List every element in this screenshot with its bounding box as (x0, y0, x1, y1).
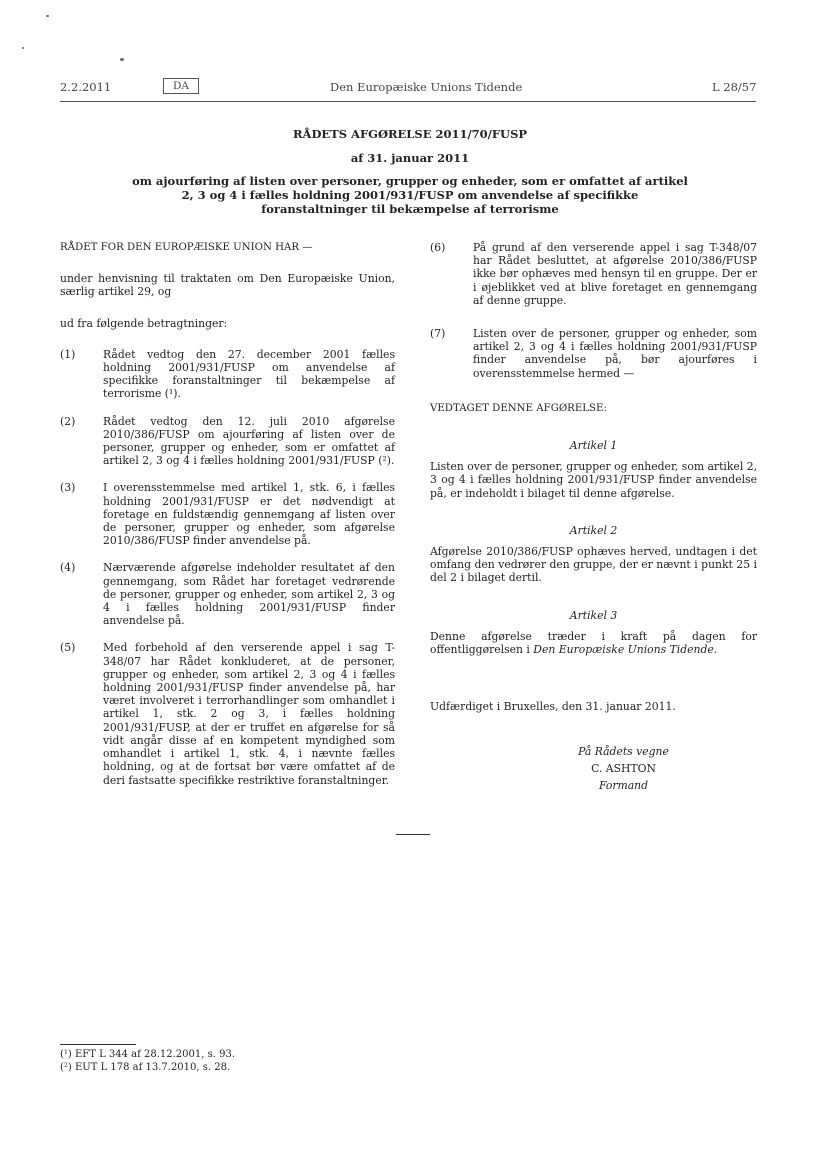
recital-text: Med forbehold af den verserende appel i sag T-348/07 har Rådet konkluderet, at de personer, grupper og enheder, som artikel 2, 3 og 4 i fælles holdning 2001/931/FUSP finder anvendelse på, har været involveret i terrorhandlinger som omhandlet i artikel 1, stk. 2 og 3, i fælles holdning 2001/931/FUSP, at der er truffet en afgørelse for så vidt angår disse af en kompetent myndighed som omhandlet i artikel 1, stk. 4, i nævnte fælles holdning, og at de fortsat bør være omfattet af de deri fastsatte specifikke restriktive foranstaltninger. (103, 641, 395, 787)
having-regard: under henvisning til traktaten om Den Europæiske Union, særlig artikel 29, og (60, 272, 395, 299)
left-column (60, 241, 395, 787)
recital-number: (1) (60, 347, 76, 361)
article-2-text: Afgørelse 2010/386/FUSP ophæves herved, undtagen i det omfang den vedrører den gruppe, der er nævnt i punkt 25 i del 2 i bilaget dertil. (430, 545, 757, 585)
recital-number: (3) (60, 481, 76, 495)
header-rule (60, 101, 756, 102)
right-column (430, 241, 757, 794)
scan-speck (46, 15, 49, 17)
article-3-text (430, 630, 757, 656)
recital-text: Rådet vedtog den 12. juli 2010 afgørelse 2010/386/FUSP om ajourføring af listen over de personer, grupper og enheder, som er omfattet af artikel 2, 3 og 4 i fælles holdning 2001/931/FUSP (²). (103, 414, 395, 468)
signature-name: C. ASHTON (591, 762, 656, 776)
recital-number: (5) (60, 641, 76, 655)
article-2-heading: Artikel 2 (569, 523, 618, 537)
article-3-text-part: Denne afgørelse træder i kraft på dagen for offentliggørelsen i (430, 629, 757, 657)
signature-on-behalf: På Rådets vegne (578, 745, 669, 759)
recital-1 (60, 348, 395, 401)
recital-text: I overensstemmelse med artikel 1, stk. 6, i fælles holdning 2001/931/FUSP er det nødvendigt at foretage en fuldstændig gennemgang af listen over de personer, grupper og enheder, som afgørelse 2010/386/FUSP finder anvendelse på. (103, 481, 395, 548)
doc-date: af 31. januar 2011 (350, 151, 470, 165)
doc-subject: om ajourføring af listen over personer, grupper og enheder, som er omfattet af artikel 2, 3 og 4 i fælles holdning 2001/931/FUSP om anvendelse af specifikke foranstaltninger til bekæmpelse af terrorisme (132, 174, 688, 216)
recital-3 (60, 481, 395, 547)
footnote-2: (²) EUT L 178 af 13.7.2010, s. 28. (60, 1062, 231, 1073)
recital-7 (430, 327, 757, 380)
recital-text: Rådet vedtog den 27. december 2001 fælles holdning 2001/931/FUSP om anvendelse af specifikke foranstaltninger til bekæmpelse af terrorisme (¹). (103, 347, 395, 401)
recital-2 (60, 415, 395, 468)
recital-text: Nærværende afgørelse indeholder resultatet af den gennemgang, som Rådet har foretaget vedrørende de personer, grupper og enheder, som artikel 2, 3 og 4 i fælles holdning 2001/931/FUSP finder anvendelse på. (103, 561, 395, 628)
footnote-1: (¹) EFT L 344 af 28.12.2001, s. 93. (60, 1049, 236, 1060)
language-badge: DA (163, 78, 199, 94)
recital-number: (4) (60, 561, 76, 575)
end-rule (396, 834, 430, 835)
doc-title: RÅDETS AFGØRELSE 2011/70/FUSP (292, 127, 528, 141)
header-date: 2.2.2011 (60, 80, 112, 94)
whereas: ud fra følgende betragtninger: (60, 316, 228, 330)
recital-text: Listen over de personer, grupper og enheder, som artikel 2, 3 og 4 i fælles holdning 2001/931/FUSP finder anvendelse på, bør ajourføres i overensstemmelse hermed — (473, 327, 757, 380)
scan-speck (22, 47, 24, 49)
page-number: L 28/57 (712, 80, 757, 94)
recital-number: (6) (430, 241, 446, 254)
recital-text: På grund af den verserende appel i sag T-348/07 har Rådet besluttet, at afgørelse 2010/386/FUSP ikke bør ophæves med hensyn til en gruppe. Der er i øjeblikket ved at blive foretaget en gennemgang af denne gruppe. (473, 241, 757, 307)
article-1-text: Listen over de personer, grupper og enheder, som artikel 2, 3 og 4 i fælles holdning 2001/931/FUSP finder anvendelse på, er indeholdt i bilaget til denne afgørelse. (430, 460, 758, 500)
recital-number: (2) (60, 414, 76, 428)
article-1-heading: Artikel 1 (569, 439, 618, 453)
recital-number: (7) (430, 327, 446, 341)
intro-text: RÅDET FOR DEN EUROPÆISKE UNION HAR — (60, 242, 313, 253)
scan-speck (120, 58, 124, 61)
recital-6 (430, 241, 757, 307)
footnote-rule (60, 1044, 136, 1045)
article-3-heading: Artikel 3 (569, 608, 618, 622)
journal-reference: Den Europæiske Unions Tidende (533, 643, 714, 657)
signature-title: Formand (598, 779, 649, 793)
article-3-end: . (713, 643, 718, 657)
adopted-heading: VEDTAGET DENNE AFGØRELSE: (430, 402, 607, 414)
recital-5 (60, 641, 395, 786)
recital-4 (60, 561, 395, 627)
done-at: Udfærdiget i Bruxelles, den 31. januar 2011. (430, 700, 676, 714)
journal-name: Den Europæiske Unions Tidende (330, 80, 523, 94)
